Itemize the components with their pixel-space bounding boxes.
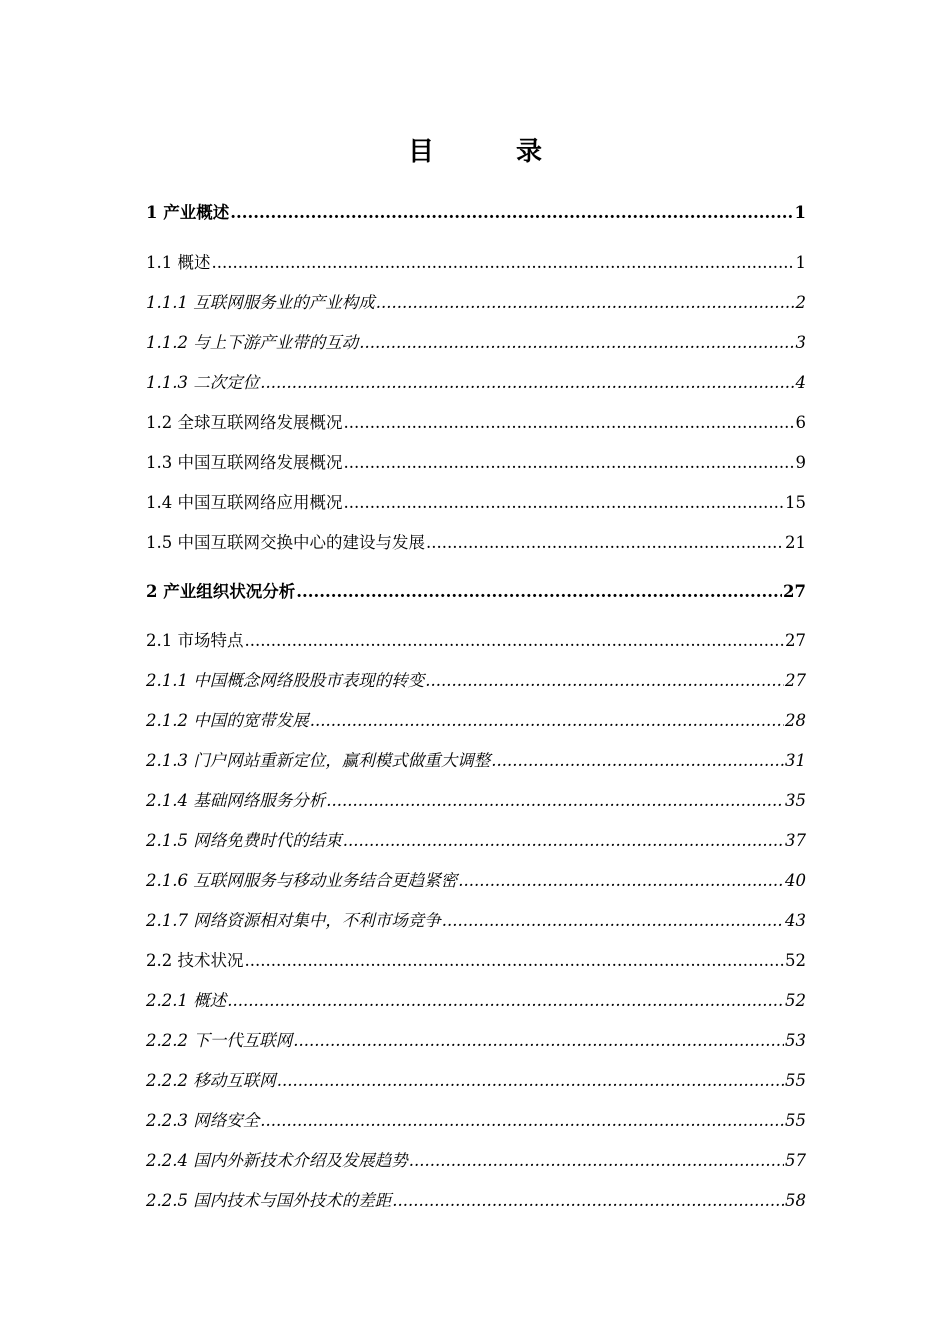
toc-entry[interactable] <box>146 988 806 1014</box>
toc-entry[interactable] <box>146 490 806 516</box>
toc-entry-page: 53 <box>785 1031 806 1050</box>
toc-entry-label: 2.2.2 移动互联网 <box>146 1071 276 1090</box>
toc-entry-label: 2 产业组织状况分析 <box>146 582 296 601</box>
toc-entry[interactable] <box>146 628 806 654</box>
toc-entry-label: 1.3 中国互联网络发展概况 <box>146 453 343 472</box>
toc-entry-page: 6 <box>795 413 806 432</box>
page-title: 目 录 <box>407 137 570 167</box>
toc-entry[interactable] <box>146 290 806 316</box>
toc-entry-label: 2.1.2 中国的宽带发展 <box>146 711 309 730</box>
toc-dot-leader <box>344 490 785 516</box>
toc-entry[interactable] <box>146 370 806 396</box>
toc-dot-leader <box>458 868 784 894</box>
toc-entry-page: 3 <box>795 333 806 352</box>
toc-dot-leader <box>442 908 784 934</box>
toc-entry[interactable] <box>146 948 806 974</box>
toc-dot-leader <box>409 1148 784 1174</box>
toc-entry[interactable] <box>146 788 806 814</box>
toc-dot-leader <box>245 948 785 974</box>
toc-entry[interactable] <box>146 868 806 894</box>
toc-entry[interactable] <box>146 708 806 734</box>
toc-entry-label: 2.1.7 网络资源相对集中，不利市场竞争 <box>146 911 441 930</box>
toc-dot-leader <box>344 410 795 436</box>
toc-dot-leader <box>245 628 785 654</box>
toc-dot-leader <box>260 370 794 396</box>
toc-entry-page: 43 <box>785 911 806 930</box>
toc-dot-leader <box>277 1068 784 1094</box>
toc-entry-page: 28 <box>785 711 806 730</box>
toc-entry-label: 1 产业概述 <box>146 203 230 222</box>
toc-dot-leader <box>212 250 795 276</box>
toc-entry-label: 1.1.1 互联网服务业的产业构成 <box>146 293 375 312</box>
toc-entry-label: 1.1 概述 <box>146 253 211 272</box>
toc-entry[interactable] <box>146 1108 806 1134</box>
toc-entry-page: 4 <box>795 373 806 392</box>
toc-entry-label: 2.2.5 国内技术与国外技术的差距 <box>146 1191 392 1210</box>
toc-entry-page: 55 <box>785 1111 806 1130</box>
toc-entry-page: 55 <box>785 1071 806 1090</box>
toc-entry-label: 2.1.4 基础网络服务分析 <box>146 791 326 810</box>
toc-entry-page: 58 <box>785 1191 806 1210</box>
toc-entry[interactable] <box>146 250 806 276</box>
toc-dot-leader <box>310 708 784 734</box>
toc-entry-page: 2 <box>795 293 806 312</box>
toc-entry-label: 2.1.1 中国概念网络股股市表现的转变 <box>146 671 425 690</box>
toc-entry-label: 2.1 市场特点 <box>146 631 244 650</box>
toc-entry-label: 2.2.4 国内外新技术介绍及发展趋势 <box>146 1151 408 1170</box>
toc-entry[interactable] <box>146 668 806 694</box>
toc-entry-page: 52 <box>785 991 806 1010</box>
toc-entry-label: 2.2.1 概述 <box>146 991 227 1010</box>
toc-entry[interactable] <box>146 410 806 436</box>
toc-entry-label: 2.1.3 门户网站重新定位，赢利模式做重大调整 <box>146 751 491 770</box>
toc-entry[interactable] <box>146 450 806 476</box>
toc-entry-label: 2.1.6 互联网服务与移动业务结合更趋紧密 <box>146 871 458 890</box>
toc-entry-label: 2.1.5 网络免费时代的结束 <box>146 831 342 850</box>
toc-entry[interactable] <box>146 1068 806 1094</box>
toc-entry[interactable] <box>146 579 806 605</box>
toc-entry[interactable] <box>146 1028 806 1054</box>
toc-dot-leader <box>227 988 784 1014</box>
toc-entry-page: 15 <box>785 493 806 512</box>
toc-entry-label: 2.2.3 网络安全 <box>146 1111 260 1130</box>
toc-entry-label: 2.2 技术状况 <box>146 951 244 970</box>
toc-entry-label: 2.2.2 下一代互联网 <box>146 1031 293 1050</box>
toc-entry-label: 1.5 中国互联网交换中心的建设与发展 <box>146 533 425 552</box>
toc-entry-page: 27 <box>785 671 806 690</box>
toc-dot-leader <box>359 330 794 356</box>
toc-entry-page: 21 <box>785 533 806 552</box>
toc-entry-page: 37 <box>785 831 806 850</box>
toc-dot-leader <box>425 668 784 694</box>
toc-entry-page: 52 <box>785 951 806 970</box>
toc-dot-leader <box>343 828 784 854</box>
toc-dot-leader <box>296 579 782 605</box>
toc-entry-label: 1.1.3 二次定位 <box>146 373 260 392</box>
toc-entry-page: 1 <box>794 203 806 222</box>
toc-dot-leader <box>344 450 795 476</box>
toc-dot-leader <box>260 1108 784 1134</box>
toc-entry[interactable] <box>146 748 806 774</box>
toc-dot-leader <box>392 1188 784 1214</box>
toc-entry-page: 35 <box>785 791 806 810</box>
toc-dot-leader <box>426 530 784 556</box>
toc-entry-label: 1.2 全球互联网络发展概况 <box>146 413 343 432</box>
toc-entry-page: 31 <box>785 751 806 770</box>
toc-entry[interactable] <box>146 828 806 854</box>
toc-entry-page: 27 <box>783 582 806 601</box>
toc-entry-page: 27 <box>785 631 806 650</box>
toc-dot-leader <box>376 290 795 316</box>
toc-entry[interactable] <box>146 330 806 356</box>
toc-dot-leader <box>293 1028 784 1054</box>
toc-entry-label: 1.4 中国互联网络应用概况 <box>146 493 343 512</box>
toc-entry[interactable] <box>146 200 806 226</box>
toc-dot-leader <box>491 748 784 774</box>
toc-entry[interactable] <box>146 1188 806 1214</box>
toc-entry[interactable] <box>146 908 806 934</box>
toc-entry-page: 1 <box>795 253 806 272</box>
toc-entry-page: 40 <box>785 871 806 890</box>
toc-entry-page: 57 <box>785 1151 806 1170</box>
toc-entry-page: 9 <box>795 453 806 472</box>
toc-entry-label: 1.1.2 与上下游产业带的互动 <box>146 333 359 352</box>
toc-entry[interactable] <box>146 530 806 556</box>
toc-entry[interactable] <box>146 1148 806 1174</box>
toc-dot-leader <box>230 200 793 226</box>
toc-dot-leader <box>326 788 784 814</box>
